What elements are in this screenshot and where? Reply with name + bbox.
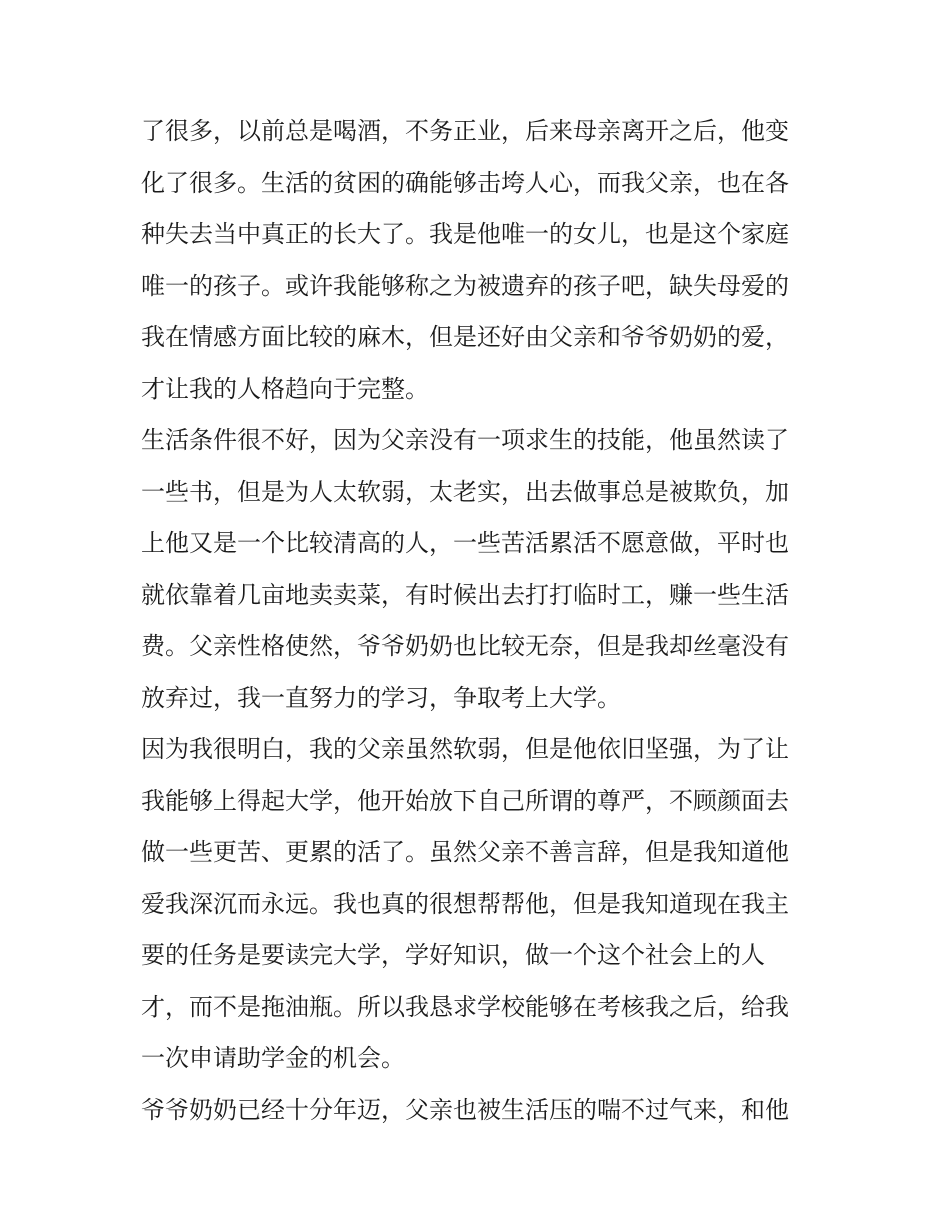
text-line: 要的任务是要读完大学，学好知识，做一个这个社会上的人 xyxy=(141,941,765,969)
text-line: 化了很多。生活的贫困的确能够击垮人心，而我父亲，也在各 xyxy=(141,168,789,197)
text-line: 种失去当中真正的长大了。我是他唯一的女儿，也是这个家庭 xyxy=(141,220,789,248)
body-text xyxy=(141,106,821,1136)
text-line: 就依靠着几亩地卖卖菜，有时候出去打打临时工，赚一些生活 xyxy=(141,580,789,609)
text-line: 一次申请助学金的机会。 xyxy=(141,1044,405,1072)
text-line: 才，而不是拖油瓶。所以我恳求学校能够在考核我之后，给我 xyxy=(141,992,789,1021)
text-line: 爷爷奶奶已经十分年迈，父亲也被生活压的喘不过气来，和他 xyxy=(141,1095,789,1124)
text-line: 放弃过，我一直努力的学习，争取考上大学。 xyxy=(141,683,621,712)
text-line: 做一些更苦、更累的活了。虽然父亲不善言辞，但是我知道他 xyxy=(141,838,789,866)
text-line: 才让我的人格趋向于完整。 xyxy=(141,374,429,403)
text-line: 一些书，但是为人太软弱，太老实，出去做事总是被欺负，加 xyxy=(141,477,789,506)
text-line: 了很多，以前总是喝酒，不务正业，后来母亲离开之后，他变 xyxy=(141,117,789,145)
text-line: 我在情感方面比较的麻木，但是还好由父亲和爷爷奶奶的爱， xyxy=(141,323,789,351)
text-line: 唯一的孩子。或许我能够称之为被遗弃的孩子吧，缺失母爱的 xyxy=(141,271,789,300)
text-line: 我能够上得起大学，他开始放下自己所谓的尊严，不顾颜面去 xyxy=(141,786,789,815)
text-line: 爱我深沉而永远。我也真的很想帮帮他，但是我知道现在我主 xyxy=(141,889,789,918)
text-line: 生活条件很不好，因为父亲没有一项求生的技能，他虽然读了 xyxy=(141,426,789,454)
text-line: 因为我很明白，我的父亲虽然软弱，但是他依旧坚强，为了让 xyxy=(141,735,789,763)
text-line: 上他又是一个比较清高的人，一些苦活累活不愿意做，平时也 xyxy=(141,529,789,557)
text-line: 费。父亲性格使然，爷爷奶奶也比较无奈，但是我却丝毫没有 xyxy=(141,632,789,660)
